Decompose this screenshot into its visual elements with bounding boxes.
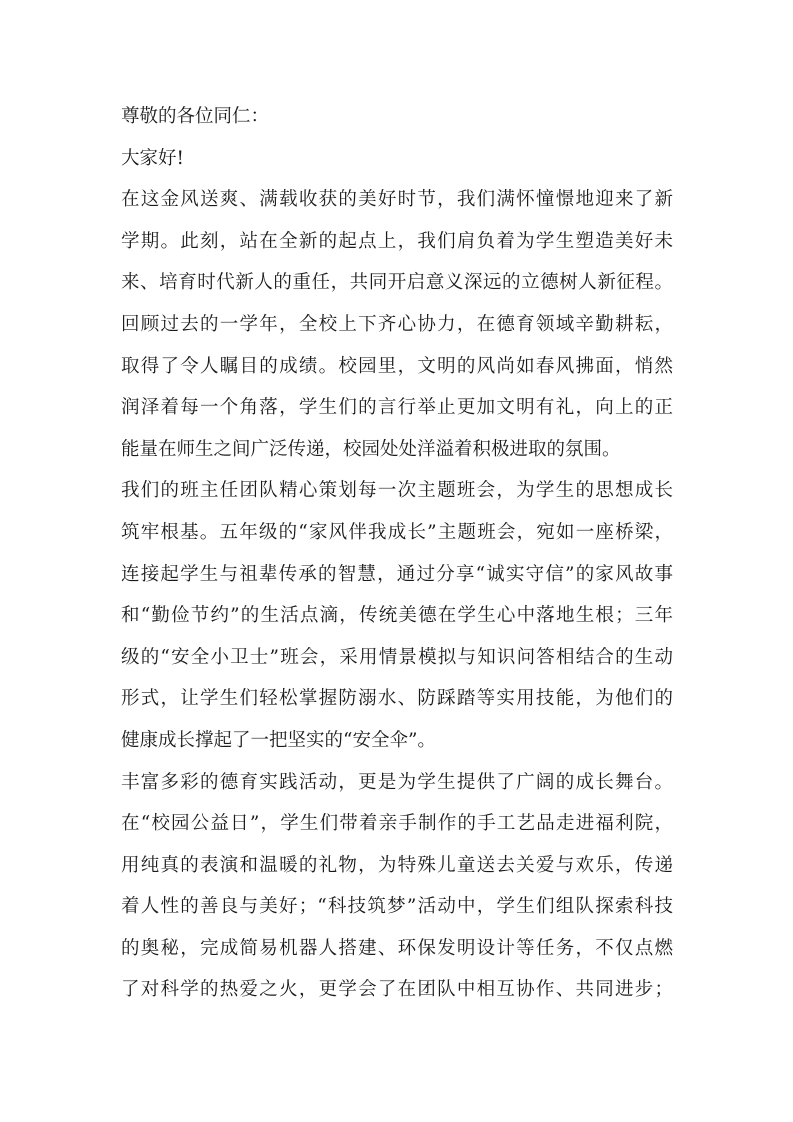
text-line: 连接起学生与祖辈传承的智慧，通过分享“诚实守信”的家风故事 [121,563,673,585]
text-line: 了对科学的热爱之火，更学会了在团队中相互协作、共同进步； [121,979,673,1001]
text-line: 润泽着每一个角落，学生们的言行举止更加文明有礼，向上的正 [121,397,673,419]
text-line: 在这金风送爽、满载收获的美好时节，我们满怀憧憬地迎来了新 [121,189,673,211]
text-line: 着人性的善良与美好；“科技筑梦”活动中，学生们组队探索科技 [121,896,673,918]
text-line: 我们的班主任团队精心策划每一次主题班会，为学生的思想成长 [121,480,673,502]
text-line: 回顾过去的一学年，全校上下齐心协力，在德育领域辛勤耕耘， [121,313,673,335]
paragraph-3 [121,767,673,1017]
text-line: 取得了令人瞩目的成绩。校园里，文明的风尚如春风拂面，悄然 [121,355,673,377]
greeting: 大家好! [121,147,184,169]
text-line: 的奥秘，完成简易机器人搭建、环保发明设计等任务，不仅点燃 [121,937,673,959]
text-line: 和“勤俭节约”的生活点滴，传统美德在学生心中落地生根；三年 [121,605,673,627]
text-line: 级的“安全小卫士”班会，采用情景模拟与知识问答相结合的生动 [121,646,673,668]
salutation: 尊敬的各位同仁： [121,106,270,127]
text-line: 筑牢根基。五年级的“家风伴我成长”主题班会，宛如一座桥梁， [121,521,673,543]
text-line: 丰富多彩的德育实践活动，更是为学生提供了广阔的成长舞台。 [121,771,673,793]
text-line: 能量在师生之间广泛传递，校园处处洋溢着积极进取的氛围。 [121,438,621,460]
paragraph-1 [121,184,673,475]
text-line: 来、培育时代新人的重任，共同开启意义深远的立德树人新征程。 [121,272,673,294]
text-line: 形式，让学生们轻松掌握防溺水、防踩踏等实用技能，为他们的 [121,688,673,710]
text-line: 在“校园公益日”，学生们带着亲手制作的手工艺品走进福利院， [121,813,673,835]
paragraph-2 [121,475,673,766]
text-line: 学期。此刻，站在全新的起点上，我们肩负着为学生塑造美好未 [121,230,673,252]
document-body [121,101,673,1016]
text-line: 用纯真的表演和温暖的礼物，为特殊儿童送去关爱与欢乐，传递 [121,854,673,876]
text-line: 健康成长撑起了一把坚实的“安全伞”。 [121,729,436,751]
